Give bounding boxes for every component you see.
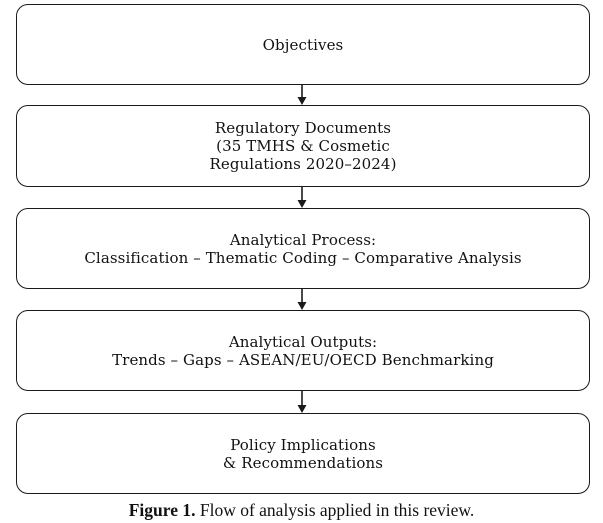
flow-box-analytical-process — [16, 208, 590, 289]
flow-box-line: Classification – Thematic Coding – Comparative Analysis — [84, 248, 522, 267]
figure-caption-label: Figure 1. — [128, 500, 196, 520]
flow-box-line: Analytical Process: — [229, 230, 377, 249]
flow-box-regulatory-documents — [16, 105, 590, 187]
flow-box-line: Policy Implications — [230, 435, 376, 454]
flow-box-objectives — [16, 4, 590, 85]
arrow-down-icon — [295, 187, 309, 208]
figure-caption-text: Flow of analysis applied in this review. — [195, 500, 475, 520]
arrow-down-icon — [295, 391, 309, 413]
flow-box-line: Objectives — [262, 35, 344, 54]
flow-box-line: Analytical Outputs: — [228, 332, 378, 351]
flow-box-line: Trends – Gaps – ASEAN/EU/OECD Benchmarking — [112, 350, 494, 369]
flow-box-analytical-outputs — [16, 310, 590, 391]
figure-caption — [0, 500, 603, 520]
arrow-down-icon — [295, 289, 309, 310]
arrow-down-icon — [295, 85, 309, 105]
flow-box-line: (35 TMHS & Cosmetic — [216, 137, 390, 155]
flow-box-policy-implications — [16, 413, 590, 494]
flow-box-line: Regulatory Documents — [214, 119, 392, 137]
flow-box-line: Regulations 2020–2024) — [209, 155, 397, 173]
flow-box-line: & Recommendations — [222, 453, 384, 472]
